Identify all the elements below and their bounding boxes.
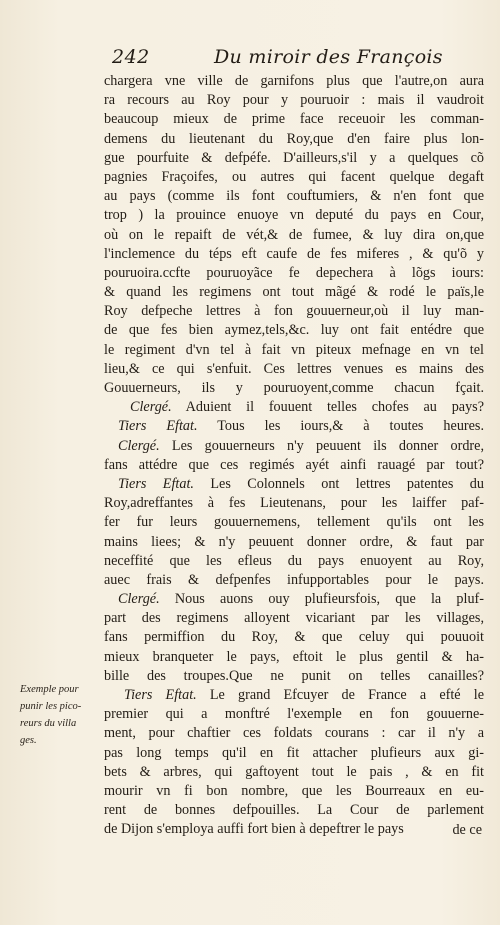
speaker-label: Clergé.	[118, 437, 160, 454]
margin-note-line: Exemple pour	[20, 684, 79, 695]
text-line: lieu,& ce qui s'enfuit. Ces lettres venues es mains des	[104, 360, 484, 377]
text-line: de Dijon s'employa auffi fort bien à depeftrer le pays	[104, 821, 404, 838]
text-line: & quand les regimens ont tout mãgé & rodé le païs,le	[104, 284, 484, 301]
text-line: beaucoup mieux de prime face receuoir les comman-	[104, 111, 484, 128]
text-line: mains liees; & n'y peuuent donner ordre, & faut par	[104, 533, 484, 550]
speaker-label: Clergé.	[118, 591, 160, 608]
text-line: neceffité que les efleus du pays enuoyent au Roy,	[104, 552, 484, 569]
text-line: Roy,adreffantes à fes Lieutenans, pour les laiffer paf-	[104, 495, 484, 512]
text-line: au pays (comme ils font couftumiers, & n'en font que	[104, 188, 484, 205]
text-line: gue pourfuite & defpéfe. D'ailleurs,s'il y a quelques cõ	[104, 149, 484, 166]
text-line: fans permiffion du Roy, & que celuy qui pouuoit	[104, 629, 484, 646]
text-line: bets & arbres, qui gaftoyent tout le pais , & en fit	[104, 763, 484, 780]
page-number: 242	[112, 46, 150, 68]
text-line: Tiers Eftat. Le grand Efcuyer de France a efté le	[124, 687, 484, 703]
text-line: Gouuerneurs, ils y pouruoyent,comme chacun fçait.	[104, 380, 484, 396]
text-line: rent de bonnes defpouilles. La Cour de parlement	[104, 802, 484, 819]
text-line: Clergé. Nous auons ouy plufieursfois, que la pluf-	[118, 591, 484, 608]
running-title: Du miroir des François	[214, 46, 443, 68]
page-header	[112, 46, 482, 70]
margin-note-line: punir les pico-	[20, 701, 82, 712]
text-line: mieux branqueter le pays, eftoit le plus gentil & ha-	[104, 648, 484, 665]
text-line: chargera vne ville de garnifons plus que l'autre,on aura	[104, 73, 484, 89]
margin-note-line: ges.	[20, 735, 37, 746]
text-line: fer fur leurs gouuernemens, tellement qu'ils ont les	[104, 514, 484, 531]
catchword: de ce	[452, 822, 482, 838]
text-line: où on le repaift de vét,& de fumee, & luy dira on,que	[104, 226, 484, 243]
speaker-label: Tiers Eftat.	[118, 475, 194, 492]
text-line: le regiment d'vn tel à fait vn piteux mefnage en vn tel	[104, 341, 484, 358]
body-text	[104, 72, 484, 840]
text-line: Clergé. Les gouuerneurs n'y peuuent ils donner ordre,	[118, 437, 484, 454]
text-line: pas long temps qu'il en fit attacher plufieurs aux gi-	[104, 744, 484, 761]
text-line: l'inclemence du téps eft caufe de fes miferes , & qu'õ y	[104, 245, 484, 262]
text-line: auec frais & defpenfes infupportables pour le pays.	[104, 571, 484, 588]
text-line: demens du lieutenant du Roy,que d'en faire plus lon-	[104, 130, 484, 147]
text-line: pouruoira.ccfte pouruoyãce fe depechera à lõgs iours:	[104, 264, 484, 281]
text-line: ment, pour chaftier ces foldats courans : car il n'y a	[104, 725, 484, 742]
text-line: trop ) la prouince enuoye vn deputé du pays en Cour,	[104, 207, 484, 224]
speaker-label: Tiers Eftat.	[124, 687, 197, 703]
text-line: Tiers Eftat. Les Colonnels ont lettres patentes du	[118, 475, 484, 492]
text-line: de que fes bien aymez,tels,&c. luy ont fait entédre que	[104, 322, 484, 339]
text-line: ra recours au Roy pour y pouruoir : mais il vaudroit	[104, 92, 484, 109]
margin-note	[20, 681, 106, 749]
text-line: Tiers Eftat. Tous les iours,& à toutes heures.	[118, 418, 484, 435]
text-line: pagnies Fraçoifes, ou autres qui facent quelque degaft	[104, 168, 484, 185]
text-line: mourir vn fi bon nombre, que les Bourreaux en eu-	[104, 782, 484, 799]
margin-note-line: reurs du villa	[20, 718, 77, 729]
speaker-label: Clergé.	[130, 399, 172, 416]
text-line: premier qui a monftré l'exemple en fon gouuerne-	[104, 706, 484, 723]
text-line: fans attédre que ces regimés ayét ainfi rauagé par tout?	[104, 456, 484, 473]
text-line: bille des troupes.Que ne punit on telles canailles?	[104, 667, 484, 684]
text-line: part des regimens alloyent vicariant par les villages,	[104, 610, 484, 627]
speaker-label: Tiers Eftat.	[118, 418, 198, 435]
text-line: Roy defpeche lettres à fon gouuerneur,où il luy man-	[104, 303, 484, 320]
text-line: Clergé. Aduient il fouuent telles chofes au pays?	[130, 399, 484, 416]
